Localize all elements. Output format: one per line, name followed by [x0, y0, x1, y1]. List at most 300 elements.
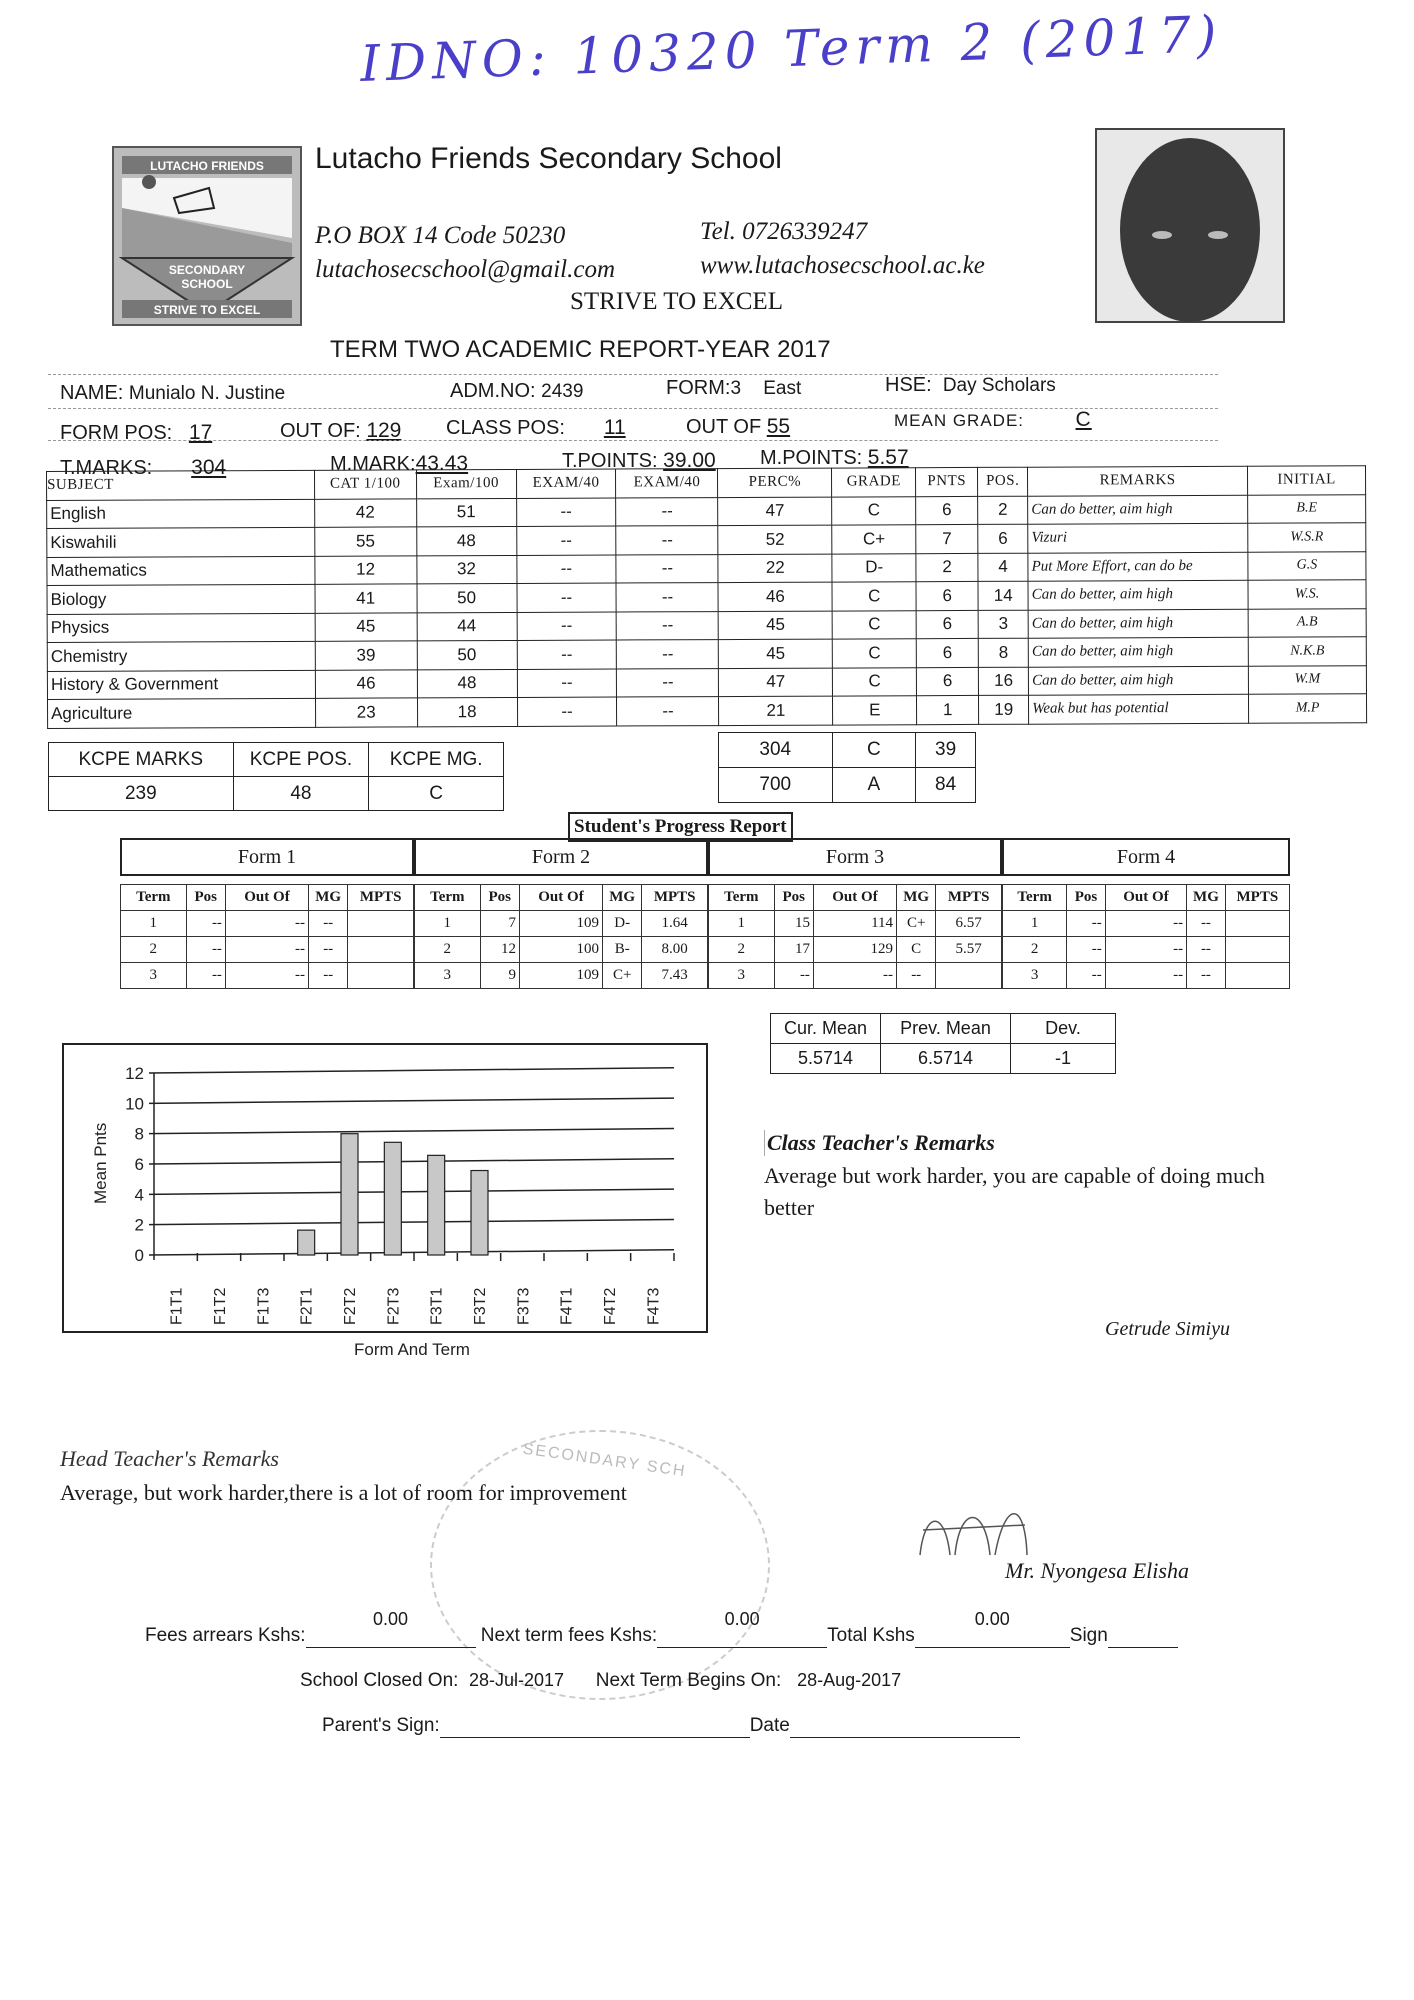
progress-mean-points: 8.00 — [642, 937, 708, 963]
position: 2 — [978, 496, 1028, 525]
progress-col-header: Pos — [186, 885, 225, 911]
initial: M.P — [1249, 694, 1367, 723]
progress-term: 2 — [709, 937, 775, 963]
exam40-a: -- — [517, 697, 617, 726]
y-tick-label: 4 — [134, 1185, 144, 1205]
school-stamp — [430, 1430, 770, 1700]
y-tick-label: 6 — [134, 1155, 144, 1174]
marks-col-header: INITIAL — [1248, 466, 1366, 495]
kcpe-mg: C — [369, 777, 504, 811]
adm-no: 2439 — [541, 381, 584, 402]
progress-mean-grade: -- — [309, 963, 348, 989]
form-value: 3 — [730, 378, 742, 399]
kcpe-header-row — [49, 743, 504, 777]
school-po-box: P.O BOX 14 Code 50230 — [315, 222, 566, 249]
x-tick-label: F1T3 — [255, 1287, 273, 1325]
class-teacher-name: Getrude Simiyu — [1105, 1318, 1230, 1340]
progress-col-header: MG — [897, 885, 936, 911]
svg-text:STRIVE TO EXCEL: STRIVE TO EXCEL — [153, 303, 261, 317]
progress-term: 1 — [415, 911, 481, 937]
exam40-a: -- — [517, 583, 617, 612]
progress-pos: -- — [1067, 937, 1106, 963]
progress-mean-points — [1225, 911, 1289, 937]
cat-score: 12 — [315, 555, 417, 584]
progress-pos: -- — [186, 911, 225, 937]
points: 6 — [916, 581, 978, 610]
progress-col-header: Out Of — [519, 885, 602, 911]
exam40-b: -- — [617, 611, 719, 640]
total-marks: 700 — [719, 768, 833, 803]
head-teacher-remark: Average, but work harder,there is a lot of room for improvement — [60, 1480, 627, 1505]
fees-sign-field[interactable] — [1108, 1625, 1178, 1648]
school-logo — [112, 146, 302, 326]
totals-row — [719, 733, 976, 768]
percent: 21 — [719, 696, 833, 725]
progress-mean-points: 6.57 — [936, 911, 1002, 937]
progress-col-header: MG — [309, 885, 348, 911]
form-pos-field: FORM POS: 17 — [60, 421, 213, 444]
house: Day Scholars — [942, 375, 1056, 396]
grade: C+ — [832, 525, 916, 554]
fees-arrears-label: Fees arrears Kshs: — [145, 1625, 306, 1646]
next-fees: 0.00 — [724, 1609, 760, 1629]
report-title: TERM TWO ACADEMIC REPORT-YEAR 2017 — [330, 336, 831, 363]
x-tick-label: F2T3 — [385, 1287, 403, 1325]
prev-mean-header: Prev. Mean — [881, 1014, 1011, 1044]
progress-term: 3 — [121, 963, 187, 989]
kcpe-pos-header: KCPE POS. — [233, 743, 369, 777]
marks-col-header: PERC% — [718, 468, 832, 497]
kcpe-table — [48, 742, 504, 811]
exam-score: 51 — [416, 498, 516, 527]
subject-name: History & Government — [47, 670, 315, 700]
position: 4 — [978, 553, 1028, 582]
progress-pos: -- — [1067, 963, 1106, 989]
total-points: 39.00 — [663, 449, 716, 472]
mean-grade-field: MEAN GRADE: C — [894, 408, 1092, 431]
bar-f2t1 — [298, 1230, 315, 1255]
progress-out-of: -- — [1105, 911, 1186, 937]
y-tick-label: 2 — [134, 1215, 144, 1235]
class-teacher-heading: Class Teacher's Remarks — [764, 1130, 995, 1156]
gridline — [149, 1159, 674, 1164]
divider — [48, 440, 1218, 441]
subject-name: Kiswahili — [47, 527, 315, 557]
initial: G.S — [1248, 551, 1366, 580]
exam40-b: -- — [616, 526, 718, 555]
progress-mean-grade: -- — [309, 937, 348, 963]
progress-col-header: Term — [709, 885, 775, 911]
progress-term: 1 — [709, 911, 775, 937]
progress-header-row — [415, 885, 708, 911]
progress-term: 2 — [1003, 937, 1067, 963]
cat-score: 39 — [315, 641, 417, 670]
progress-out-of: -- — [1105, 937, 1186, 963]
progress-pos: 15 — [774, 911, 813, 937]
form-header: Form 4 — [1002, 838, 1290, 876]
class-teacher-remark: Average but work harder, you are capable of doing much better — [764, 1163, 1265, 1220]
remark: Can do better, aim high — [1028, 637, 1248, 666]
progress-out-of: 129 — [813, 937, 896, 963]
progress-out-of: -- — [1105, 963, 1186, 989]
remark: Can do better, aim high — [1028, 609, 1248, 638]
percent: 52 — [718, 525, 832, 554]
progress-col-header: Pos — [1067, 885, 1106, 911]
points: 6 — [916, 638, 978, 667]
grade: C — [833, 667, 917, 696]
head-teacher-signature — [915, 1500, 1115, 1565]
progress-mean-grade: -- — [897, 963, 936, 989]
progress-term: 2 — [415, 937, 481, 963]
y-axis-label: Mean Pnts — [91, 1122, 110, 1204]
progress-row — [709, 963, 1002, 989]
cat-score: 23 — [315, 698, 417, 727]
grade: C — [832, 496, 916, 525]
total-points-field: T.POINTS: 39.00 — [562, 449, 716, 472]
means-values-row — [771, 1044, 1116, 1074]
logo-top-text: LUTACHO FRIENDS — [150, 159, 264, 173]
totals-row — [719, 768, 976, 803]
kcpe-marks-header: KCPE MARKS — [49, 743, 234, 777]
progress-pos: 12 — [480, 937, 519, 963]
exam40-a: -- — [517, 612, 617, 641]
progress-row — [121, 937, 414, 963]
progress-pos: -- — [774, 963, 813, 989]
marks-col-header: EXAM/40 — [516, 469, 616, 498]
subject-name: Chemistry — [47, 641, 315, 671]
form-header: Form 2 — [414, 838, 708, 876]
cat-score: 46 — [315, 669, 417, 698]
dates-row — [300, 1670, 901, 1692]
mean-points: 5.57 — [867, 446, 909, 469]
progress-form-headers — [120, 838, 1290, 888]
kcpe-mg-header: KCPE MG. — [369, 743, 504, 777]
progress-out-of: 100 — [519, 937, 602, 963]
x-tick-label: F2T2 — [342, 1287, 359, 1325]
form-field: FORM:3 East — [666, 377, 802, 399]
school-website: www.lutachosecschool.ac.ke — [700, 252, 985, 279]
position: 16 — [979, 667, 1029, 696]
y-tick-label: 8 — [134, 1124, 144, 1144]
progress-report-title: Student's Progress Report — [568, 812, 793, 842]
total-marks: 304 — [191, 456, 227, 479]
mean-grade: C — [1075, 408, 1092, 431]
progress-mean-points — [1225, 963, 1289, 989]
progress-col-header: Term — [415, 885, 481, 911]
subject-name: Physics — [47, 613, 315, 643]
marks-col-header: POS. — [978, 467, 1028, 496]
progress-mean-grade: C — [897, 937, 936, 963]
position: 8 — [978, 638, 1028, 667]
exam-score: 48 — [416, 526, 516, 555]
x-tick-label: F2T1 — [298, 1287, 316, 1325]
progress-col-header: MPTS — [1225, 885, 1289, 911]
grade: C — [833, 639, 917, 668]
student-name: Munialo N. Justine — [128, 383, 286, 404]
class-pos: 11 — [603, 416, 626, 439]
percent: 46 — [718, 582, 832, 611]
fees-sign-label: Sign — [1069, 1625, 1108, 1646]
subject-name: Agriculture — [47, 698, 315, 728]
school-email: lutachosecschool@gmail.com — [315, 256, 616, 283]
progress-mean-grade: -- — [309, 911, 348, 937]
x-tick-label: F4T2 — [602, 1287, 619, 1325]
progress-col-header: MG — [603, 885, 642, 911]
exam-score: 18 — [417, 697, 517, 726]
x-tick-label: F4T1 — [558, 1287, 576, 1325]
grade: E — [833, 696, 917, 725]
progress-pos: 7 — [480, 911, 519, 937]
progress-mean-points — [348, 911, 414, 937]
total-fees-label: Total Kshs — [827, 1625, 915, 1646]
grade: C — [832, 582, 916, 611]
progress-col-header: Term — [1003, 885, 1067, 911]
progress-col-header: Out Of — [813, 885, 896, 911]
student-portrait-icon — [1097, 130, 1283, 321]
progress-mean-grade: C+ — [897, 911, 936, 937]
exam40-b: -- — [616, 583, 718, 612]
total-fees-field — [915, 1609, 1070, 1648]
exam-score: 32 — [416, 555, 516, 584]
total-grade: C — [832, 733, 916, 768]
mean-points-chart — [62, 1043, 708, 1359]
cur-mean: 5.5714 — [771, 1044, 881, 1074]
house-field: HSE: Day Scholars — [885, 374, 1056, 396]
fees-row — [145, 1609, 1178, 1648]
initial: N.K.B — [1248, 637, 1366, 666]
progress-mean-grade: C+ — [603, 963, 642, 989]
progress-mean-points: 7.43 — [642, 963, 708, 989]
svg-text:SCHOOL: SCHOOL — [181, 277, 233, 291]
kcpe-marks: 239 — [49, 777, 234, 811]
points: 1 — [917, 695, 979, 724]
x-tick-label: F4T3 — [645, 1287, 663, 1325]
progress-table — [414, 884, 708, 989]
out-of-field: OUT OF: 129 — [280, 419, 402, 442]
gridline — [149, 1098, 674, 1103]
handwritten-annotation: IDNO: 10320 Term 2 (2017) — [359, 4, 1224, 94]
progress-term: 1 — [1003, 911, 1067, 937]
stream: East — [763, 378, 802, 399]
progress-table — [120, 884, 414, 989]
gridline — [149, 1250, 674, 1255]
means-header-row — [771, 1014, 1116, 1044]
progress-row — [121, 963, 414, 989]
progress-table — [1002, 884, 1290, 989]
x-tick-label: F1T2 — [212, 1287, 229, 1325]
percent: 47 — [719, 668, 833, 697]
progress-out-of: 114 — [813, 911, 896, 937]
progress-header-row — [709, 885, 1002, 911]
exam-score: 44 — [417, 612, 517, 641]
progress-pos: -- — [1067, 911, 1106, 937]
marks-col-header: Exam/100 — [416, 469, 516, 498]
x-tick-label: F3T2 — [472, 1287, 489, 1325]
cat-score: 55 — [314, 527, 416, 556]
x-tick-label: F3T1 — [428, 1287, 446, 1325]
bar-f3t1 — [428, 1155, 445, 1255]
progress-row — [415, 963, 708, 989]
position: 6 — [978, 524, 1028, 553]
progress-pos: -- — [186, 937, 225, 963]
progress-mean-points — [348, 937, 414, 963]
dev: -1 — [1011, 1044, 1116, 1074]
marks-col-header: REMARKS — [1028, 466, 1248, 495]
progress-pos: -- — [186, 963, 225, 989]
dev-header: Dev. — [1011, 1014, 1116, 1044]
progress-pos: 17 — [774, 937, 813, 963]
totals-table — [718, 732, 976, 803]
position: 14 — [978, 581, 1028, 610]
cur-mean-header: Cur. Mean — [771, 1014, 881, 1044]
x-tick-label: F3T3 — [515, 1287, 533, 1325]
cat-score: 45 — [315, 612, 417, 641]
bar-f2t3 — [384, 1142, 401, 1255]
parent-date-field[interactable] — [790, 1715, 1020, 1738]
initial: B.E — [1248, 494, 1366, 523]
school-name: Lutacho Friends Secondary School — [315, 142, 782, 175]
progress-out-of: 109 — [519, 963, 602, 989]
points: 6 — [917, 667, 979, 696]
initial: W.M — [1248, 665, 1366, 694]
marks-col-header: GRADE — [832, 468, 916, 497]
progress-col-header: MPTS — [936, 885, 1002, 911]
remark: Can do better, aim high — [1028, 495, 1248, 524]
y-tick-label: 12 — [125, 1064, 144, 1083]
exam40-a: -- — [516, 498, 616, 527]
kcpe-pos: 48 — [233, 777, 369, 811]
progress-mean-grade: -- — [1187, 963, 1226, 989]
total-points: 84 — [916, 768, 976, 803]
percent: 45 — [719, 639, 833, 668]
points: 2 — [916, 553, 978, 582]
progress-col-header: Term — [121, 885, 187, 911]
marks-col-header: PNTS — [916, 467, 978, 496]
marks-col-header: SUBJECT — [47, 470, 315, 500]
remark: Can do better, aim high — [1029, 666, 1249, 695]
progress-mean-points: 5.57 — [936, 937, 1002, 963]
gridline — [149, 1189, 674, 1194]
subject-name: English — [47, 499, 315, 529]
progress-row — [709, 911, 1002, 937]
position: 3 — [978, 610, 1028, 639]
points: 6 — [916, 610, 978, 639]
next-term-label: Next Term Begins On: — [595, 1670, 782, 1691]
exam-score: 48 — [417, 669, 517, 698]
exam-score: 50 — [417, 583, 517, 612]
exam-score: 50 — [417, 640, 517, 669]
stamp-text: SECONDARY SCH — [521, 1440, 688, 1481]
remark: Weak but has potential — [1029, 694, 1249, 723]
svg-text:SECONDARY: SECONDARY — [168, 263, 246, 277]
total-fees: 0.00 — [974, 1609, 1010, 1629]
exam40-a: -- — [516, 526, 616, 555]
bar-chart — [64, 1045, 706, 1359]
progress-row — [415, 937, 708, 963]
percent: 45 — [719, 611, 833, 640]
means-table — [770, 1013, 1116, 1074]
marks-col-header: EXAM/40 — [616, 469, 718, 498]
cat-score: 41 — [315, 584, 417, 613]
progress-col-header: Pos — [774, 885, 813, 911]
progress-mean-grade: D- — [603, 911, 642, 937]
parent-sign-field[interactable] — [440, 1715, 750, 1738]
subject-row — [47, 694, 1366, 728]
progress-term: 3 — [709, 963, 775, 989]
x-axis-label: Form And Term — [354, 1340, 470, 1359]
progress-row — [415, 911, 708, 937]
form-pos: 17 — [188, 421, 213, 444]
progress-header-row — [1003, 885, 1290, 911]
parent-date-label: Date — [749, 1715, 790, 1736]
next-term-date: 28-Aug-2017 — [797, 1670, 902, 1690]
exam40-a: -- — [517, 669, 617, 698]
cat-score: 42 — [314, 498, 416, 527]
signature-icon — [915, 1500, 1115, 1565]
exam40-b: -- — [616, 497, 718, 526]
progress-out-of: -- — [225, 963, 308, 989]
form-header: Form 3 — [708, 838, 1002, 876]
position: 19 — [979, 695, 1029, 724]
progress-out-of: -- — [225, 911, 308, 937]
mean-mark: 43.43 — [415, 452, 469, 475]
progress-col-header: MPTS — [348, 885, 414, 911]
exam40-a: -- — [516, 555, 616, 584]
progress-row — [121, 911, 414, 937]
student-name-field: NAME: Munialo N. Justine — [60, 382, 286, 404]
next-fees-field — [657, 1609, 827, 1648]
school-motto: STRIVE TO EXCEL — [570, 288, 783, 315]
progress-pos: 9 — [480, 963, 519, 989]
y-tick-label: 0 — [134, 1246, 144, 1265]
points: 6 — [916, 496, 978, 525]
x-tick-label: F1T1 — [168, 1287, 186, 1325]
head-teacher-name: Mr. Nyongesa Elisha — [1005, 1558, 1189, 1583]
class-out: 55 — [766, 415, 791, 438]
progress-term: 1 — [121, 911, 187, 937]
bar-f2t2 — [341, 1134, 358, 1255]
progress-term: 3 — [1003, 963, 1067, 989]
progress-mean-grade: -- — [1187, 937, 1226, 963]
remark: Can do better, aim high — [1028, 580, 1248, 609]
mean-mark-field: M.MARK:43.43 — [330, 452, 469, 475]
class-pos-field: CLASS POS: 11 — [446, 416, 626, 439]
grade: C — [832, 610, 916, 639]
remark: Put More Effort, can do be — [1028, 552, 1248, 581]
progress-mean-points — [936, 963, 1002, 989]
progress-mean-grade: -- — [1187, 911, 1226, 937]
progress-table — [708, 884, 1002, 989]
marks-col-header: CAT 1/100 — [314, 470, 416, 499]
kcpe-values-row — [49, 777, 504, 811]
grade: D- — [832, 553, 916, 582]
gridline — [149, 1068, 674, 1073]
exam40-a: -- — [517, 640, 617, 669]
logo-crest-icon — [114, 148, 300, 324]
progress-header-row — [121, 885, 414, 911]
initial: A.B — [1248, 608, 1366, 637]
fees-arrears: 0.00 — [372, 1609, 409, 1629]
total-points: 39 — [916, 733, 976, 768]
progress-row — [1003, 937, 1290, 963]
progress-out-of: -- — [225, 937, 308, 963]
total-marks: 304 — [719, 733, 833, 768]
progress-out-of: -- — [813, 963, 896, 989]
out-of: 129 — [366, 419, 402, 442]
form-header: Form 1 — [120, 838, 414, 876]
bar-f3t2 — [471, 1171, 488, 1255]
exam40-b: -- — [617, 640, 719, 669]
